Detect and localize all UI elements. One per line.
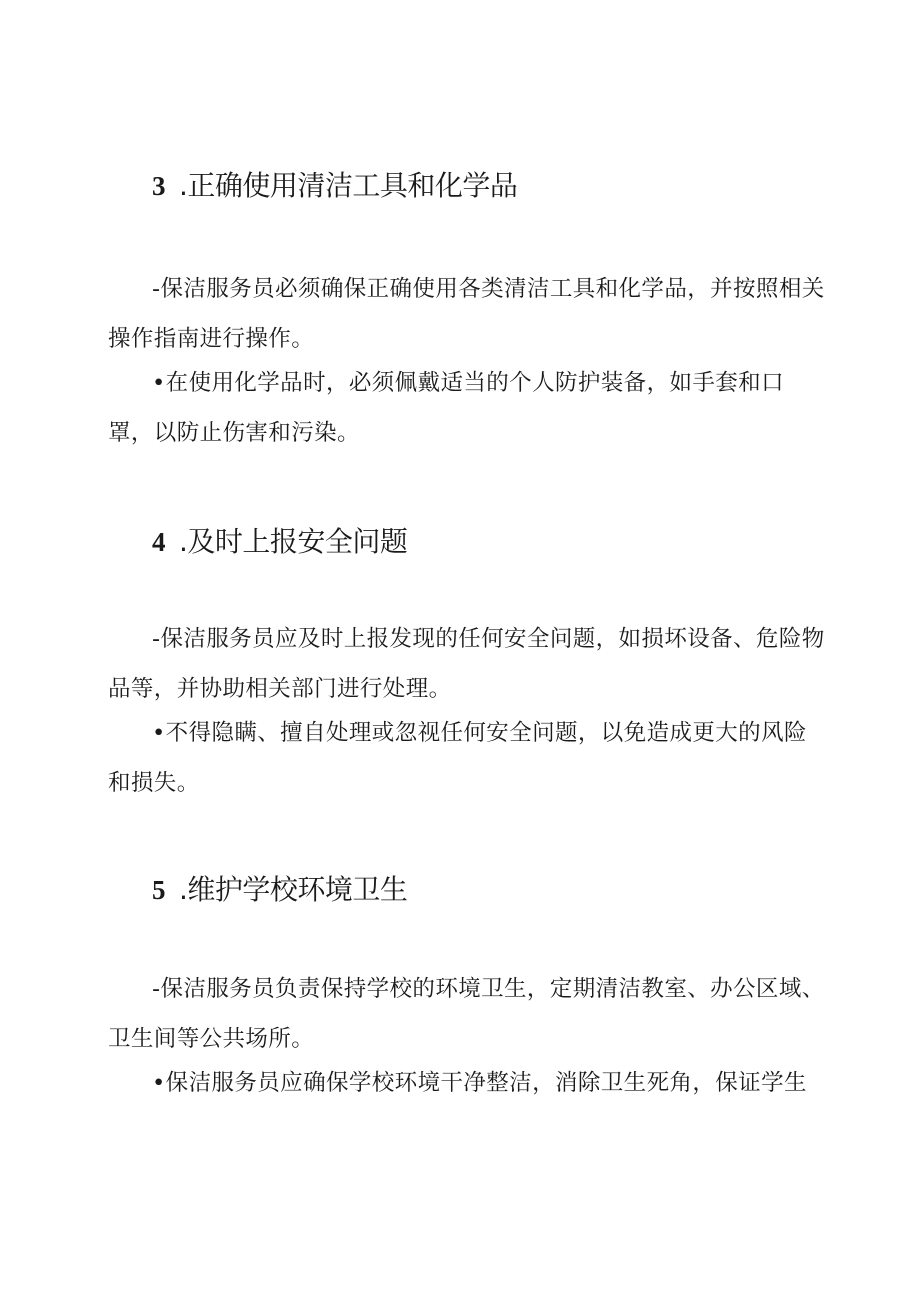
section-number: 5 <box>152 875 165 905</box>
section-number: 4 <box>152 527 165 557</box>
section-title: .正确使用清洁工具和化学品 <box>179 169 518 202</box>
section-number: 3 <box>152 171 165 201</box>
section-3-paragraph-2: •在使用化学品时，必须佩戴适当的个人防护装备，如手套和口罩，以防止伤害和污染。 <box>108 370 784 446</box>
section-4-paragraph-1: -保洁服务员应及时上报发现的任何安全问题，如损坏设备、危险物品等，并协助相关部门进行处理。 <box>108 626 825 702</box>
section-title: .维护学校环境卫生 <box>179 873 408 906</box>
section-5-paragraph-1: -保洁服务员负责保持学校的环境卫生，定期清洁教室、办公区域、卫生间等公共场所。 <box>108 976 825 1052</box>
section-5-paragraph-2: •保洁服务员应确保学校环境干净整洁，消除卫生死角，保证学生 <box>152 1070 807 1096</box>
section-heading-4 <box>152 524 407 560</box>
section-heading-3 <box>152 168 517 204</box>
section-4-paragraph-2: •不得隐瞒、擅自处理或忽视任何安全问题，以免造成更大的风险和损失。 <box>108 720 807 796</box>
section-heading-5 <box>152 872 407 908</box>
section-3-paragraph-1: -保洁服务员必须确保正确使用各类清洁工具和化学品，并按照相关操作指南进行操作。 <box>108 276 825 352</box>
section-title: .及时上报安全问题 <box>179 525 408 558</box>
